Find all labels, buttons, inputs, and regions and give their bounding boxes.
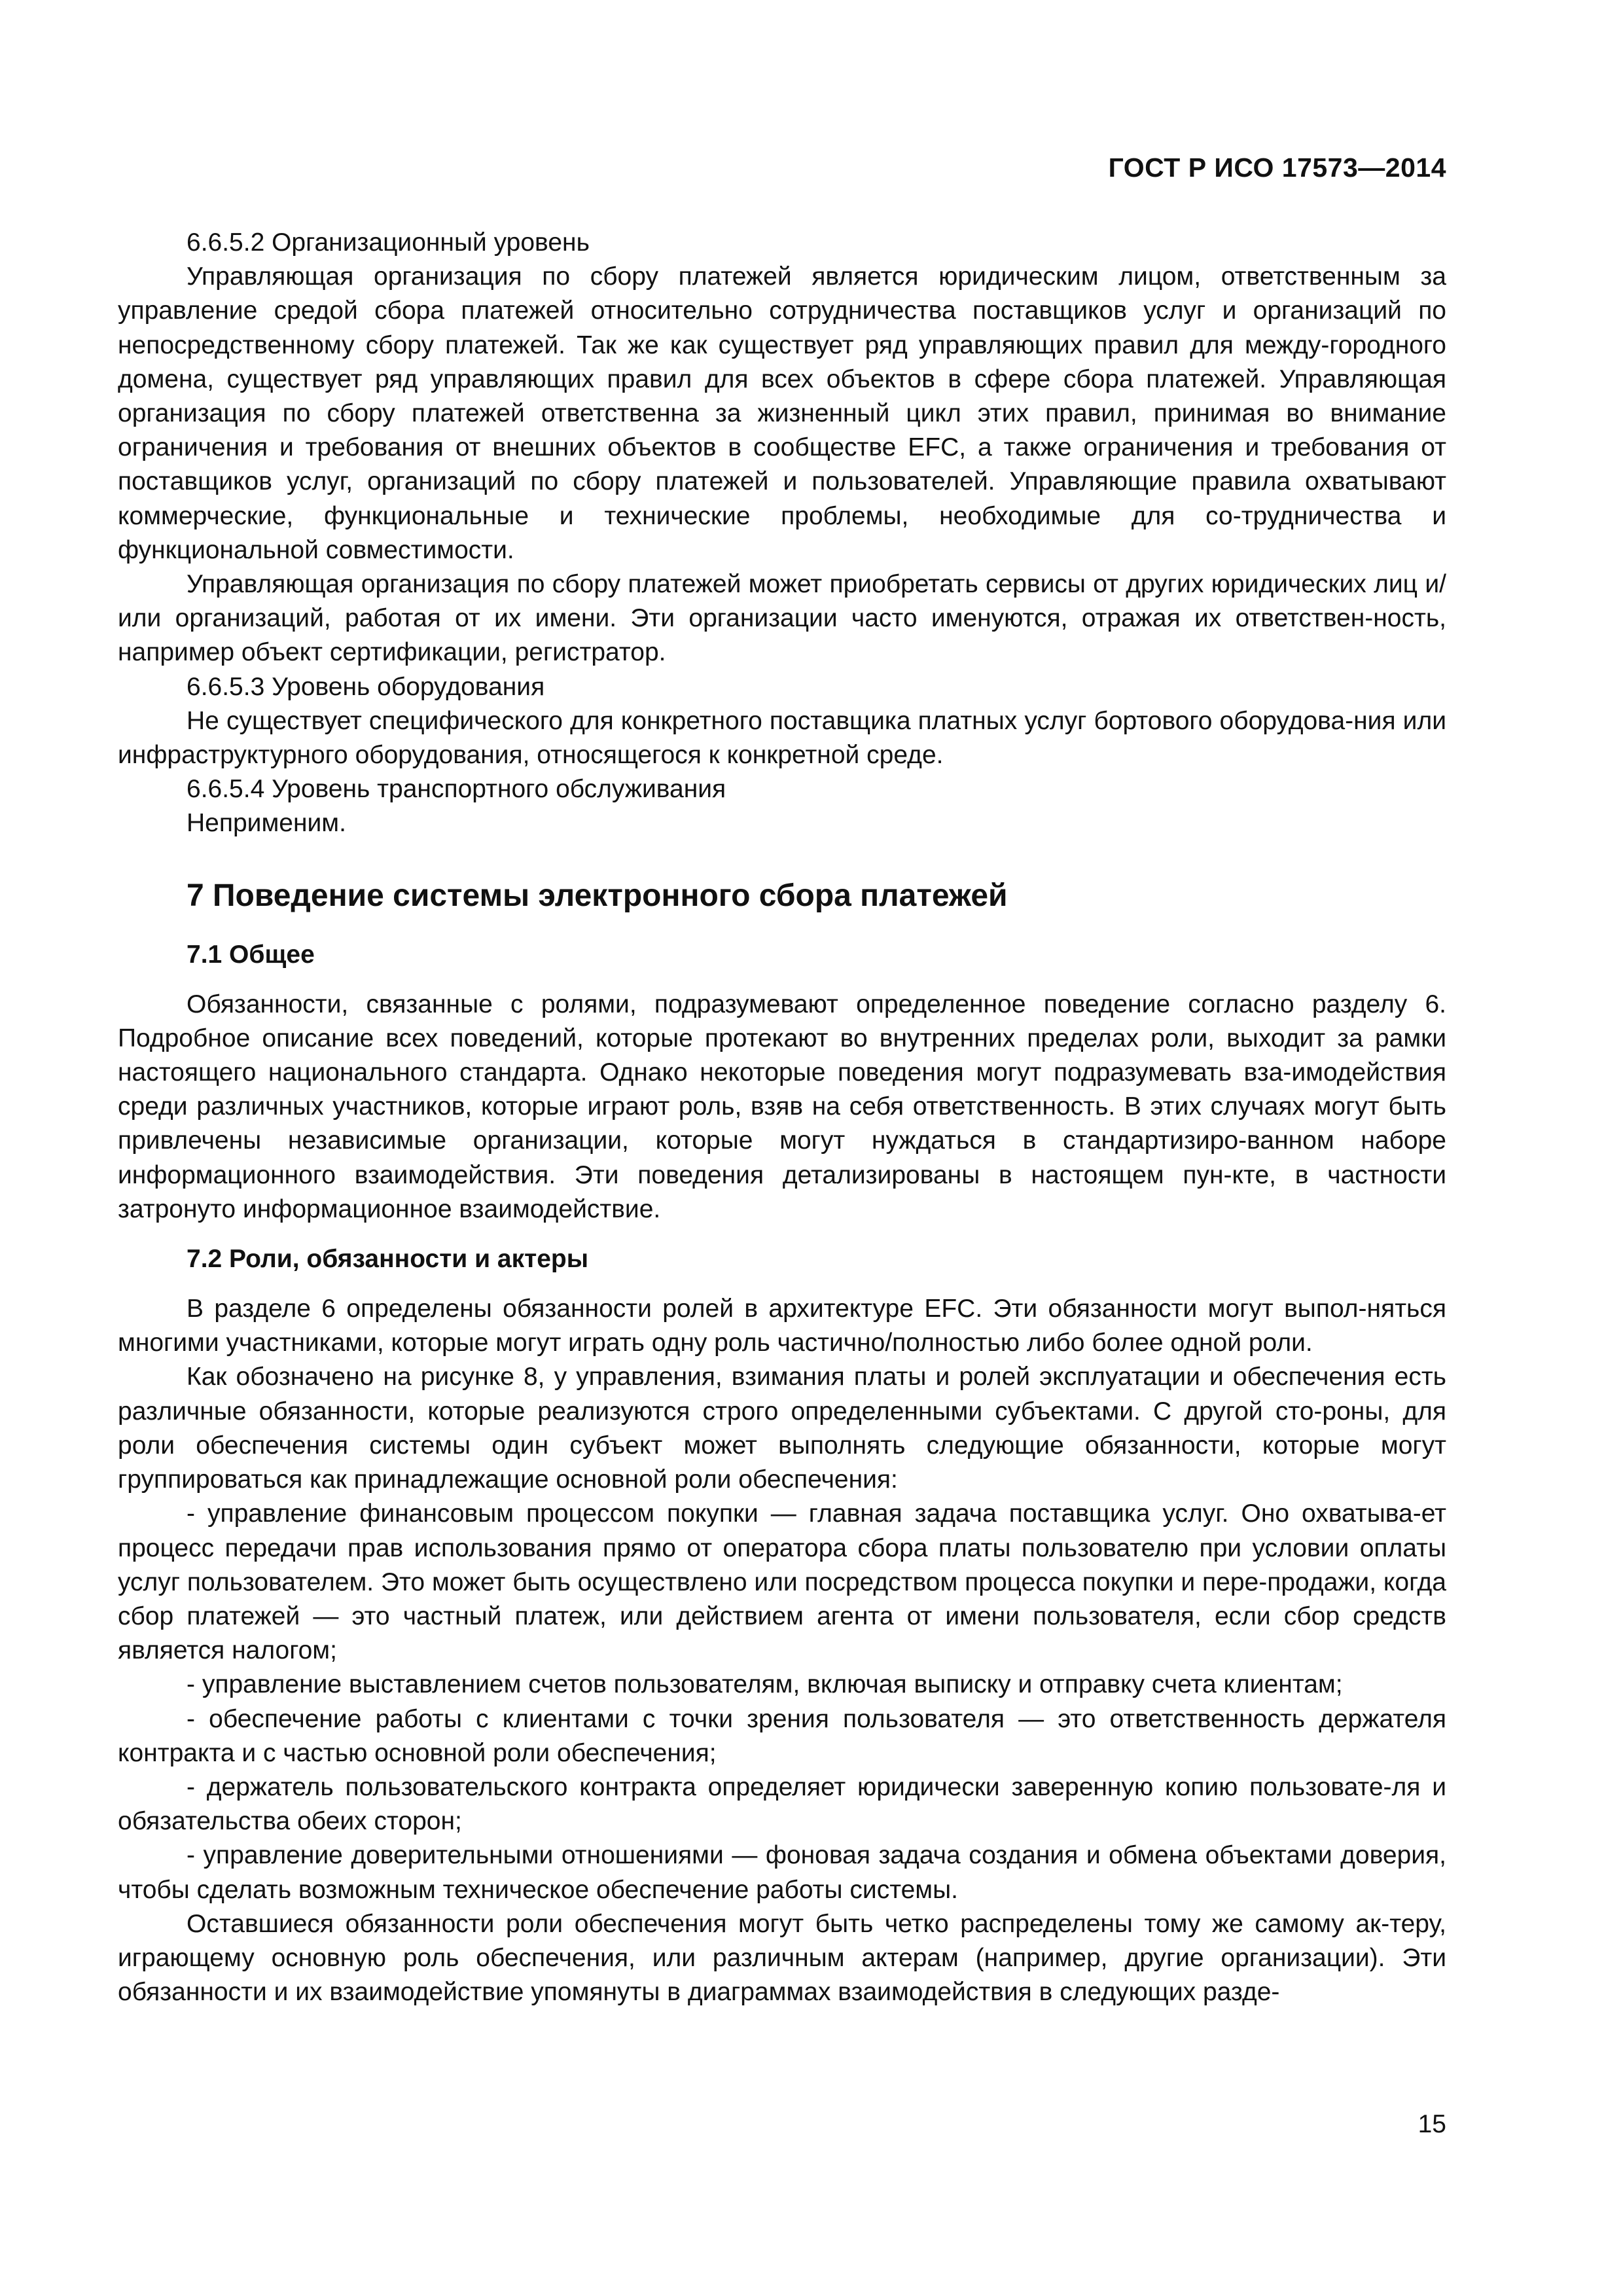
clause-heading-6-6-5-4: 6.6.5.4 Уровень транспортного обслуживания <box>187 775 726 804</box>
paragraph: Управляющая организация по сбору платежей может приобретать сервисы от других юридических лиц и/или организаций, работая от их имени. Эти организации часто именуются, отражая их ответствен-ность, например объект сертификации, регистратор. <box>118 570 1446 667</box>
list-item: - держатель пользовательского контракта определяет юридически заверенную копию пользовате-ля и обязательства обеих сторон; <box>118 1772 1446 1836</box>
running-header-doc-id: ГОСТ Р ИСО 17573—2014 <box>1108 152 1446 183</box>
section-heading-7: 7 Поведение системы электронного сбора платежей <box>187 878 1008 913</box>
list-item: - управление доверительными отношениями — фоновая задача создания и обмена объектами доверия, чтобы сделать возможным техническое обеспечение работы системы. <box>118 1841 1446 1904</box>
clause-heading-6-6-5-3: 6.6.5.3 Уровень оборудования <box>187 672 545 701</box>
paragraph: Управляющая организация по сбору платежей является юридическим лицом, ответственным за управление средой сбора платежей относительно сотрудничества поставщиков услуг и организаций по непосредственному сбору платежей. Так же как существует ряд управляющих правил для между-городного домена, существует ряд управляющих правил для всех объектов в сфере сбора платежей. Управляющая организация по сбору платежей ответственна за жизненный цикл этих правил, принимая во внимание ограничения и требования от внешних объектов в сообществе EFC, а также ограничения и требования от поставщиков услуг, организаций по сбору платежей и пользователей. Управляющие правила охватывают коммерческие, функциональные и технические проблемы, необходимые для со-трудничества и функциональной совместимости. <box>118 262 1446 564</box>
list-item: - управление финансовым процессом покупки — главная задача поставщика услуг. Оно охватыва-ет процесс передачи прав использования прямо от оператора сбора платы пользователю при условии оплаты услуг пользователем. Это может быть осуществлено или посредством процесса покупки и пере-продажи, когда сбор платежей — это частный платеж, или действием агента от имени пользователя, если сбор средств является налогом; <box>118 1499 1446 1665</box>
list-item: - обеспечение работы с клиентами с точки зрения пользователя — это ответственность держателя контракта и с частью основной роли обеспечения; <box>118 1704 1446 1767</box>
subsection-heading-7-2: 7.2 Роли, обязанности и актеры <box>187 1245 589 1274</box>
paragraph: Оставшиеся обязанности роли обеспечения могут быть четко распределены тому же самому ак-теру, играющему основную роль обеспечения, или различным актерам (например, другие организации). Эти обязанности и их взаимодействие упомянуты в диаграммах взаимодействия в следующих разде- <box>118 1909 1446 2007</box>
paragraph: В разделе 6 определены обязанности ролей в архитектуре EFC. Эти обязанности могут выпол-няться многими участниками, которые могут играть одну роль частично/полностью либо более одной роли. <box>118 1295 1446 1357</box>
list-item: - управление выставлением счетов пользователям, включая выписку и отправку счета клиентам; <box>187 1670 1343 1699</box>
paragraph: Как обозначено на рисунке 8, у управления, взимания платы и ролей эксплуатации и обеспечения есть различные обязанности, которые реализуются строго определенными субъектами. С другой сто-роны, для роли обеспечения системы один субъект может выполнять следующие обязанности, которые могут группироваться как принадлежащие основной роли обеспечения: <box>118 1363 1446 1494</box>
paragraph: Не существует специфического для конкретного поставщика платных услуг бортового оборудова-ния или инфраструктурного оборудования, относящегося к конкретной среде. <box>118 706 1446 770</box>
body-text <box>118 226 1446 2009</box>
subsection-heading-7-1: 7.1 Общее <box>187 940 315 969</box>
clause-heading-6-6-5-2: 6.6.5.2 Организационный уровень <box>187 228 590 257</box>
paragraph: Обязанности, связанные с ролями, подразумевают определенное поведение согласно разделу 6. Подробное описание всех поведений, которые протекают во внутренних пределах роли, выходит за рамки настоящего национального стандарта. Однако некоторые поведения могут подразумевать вза-имодействия среди различных участников, которые играют роль, взяв на себя ответственность. В этих случаях могут быть привлечены независимые организации, которые могут нуждаться в стандартизиро-ванном наборе информационного взаимодействия. Эти поведения детализированы в настоящем пун-кте, в частности затронуто информационное взаимодействие. <box>118 990 1446 1223</box>
page-number: 15 <box>1418 2110 1446 2138</box>
paragraph: Неприменим. <box>187 809 346 838</box>
